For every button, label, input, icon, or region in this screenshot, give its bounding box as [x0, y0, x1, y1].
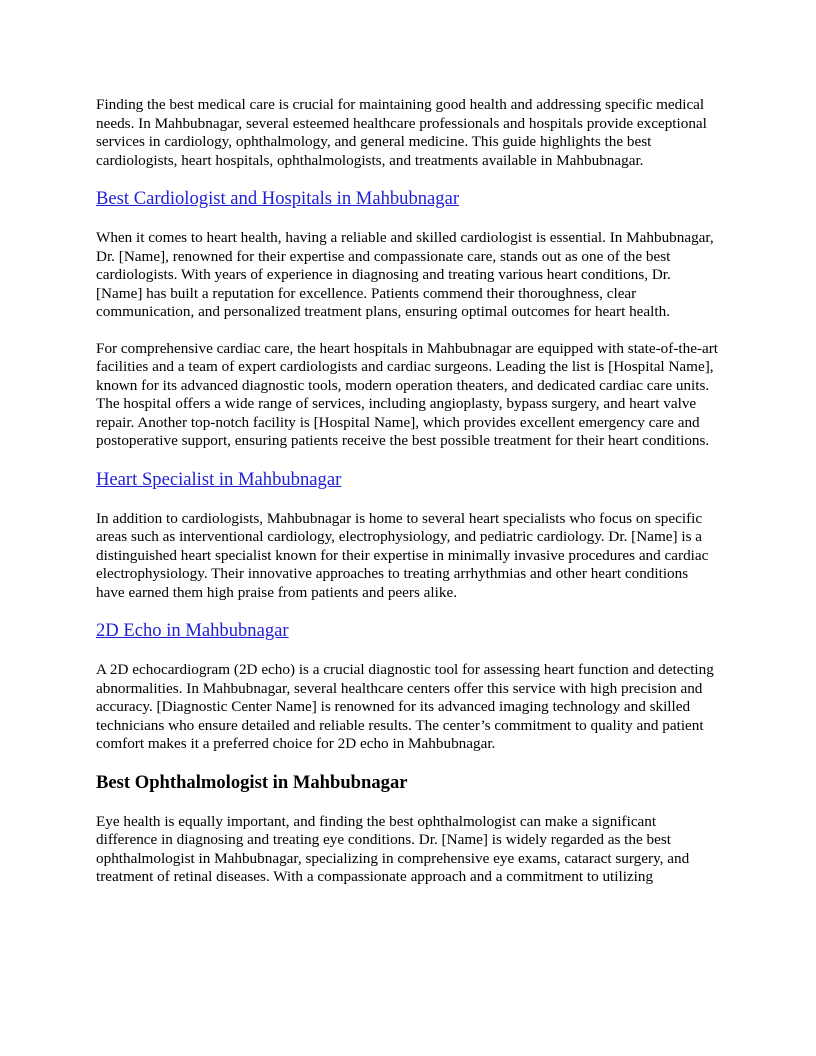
link-2d-echo[interactable]: 2D Echo in Mahbubnagar [96, 620, 289, 641]
document-page [96, 96, 720, 887]
link-heart-specialist[interactable]: Heart Specialist in Mahbubnagar [96, 468, 342, 490]
paragraph-heart-specialist: In addition to cardiologists, Mahbubnagar is home to several heart specialists who focus on specific areas such as interventional cardiology, electrophysiology, and pediatric cardiology. Dr. [Name] is a distinguished heart specialist known for their expertise in minimally invasive procedures and cardiac electrophysiology. Their innovative approaches to treating arrhythmias and other heart conditions have earned them high praise from patients and peers alike. [96, 509, 709, 601]
paragraph-cardiologist: When it comes to heart health, having a reliable and skilled cardiologist is essential. In Mahbubnagar, Dr. [Name], renowned for their expertise and compassionate care, stands out as one of the best cardiologists. With years of experience in diagnosing and treating various heart conditions, Dr. [Name] has built a reputation for excellence. Patients commend their thoroughness, clear communication, and personalized treatment plans, ensuring optimal outcomes for heart health. [96, 229, 714, 320]
link-best-cardiologist[interactable]: Best Cardiologist and Hospitals in Mahbubnagar [96, 188, 460, 209]
paragraph-heart-hospitals: For comprehensive cardiac care, the heart hospitals in Mahbubnagar are equipped with state-of-the-art facilities and a team of expert cardiologists and cardiac surgeons. Leading the list is [Hospital Name], known for its advanced diagnostic tools, modern operation theaters, and dedicated cardiac care units. The hospital offers a wide range of services, including angioplasty, bypass surgery, and heart valve repair. Another top-notch facility is [Hospital Name], which provides excellent emergency care and postoperative support, ensuring patients receive the best possible treatment for their heart conditions. [96, 339, 719, 449]
heading-2d-echo [96, 620, 720, 642]
heading-heart-specialist [96, 469, 720, 491]
heading-best-ophthalmologist: Best Ophthalmologist in Mahbubnagar [96, 771, 408, 793]
paragraph-ophthalmologist: Eye health is equally important, and finding the best ophthalmologist can make a significant difference in diagnosing and treating eye conditions. Dr. [Name] is widely regarded as the best ophthalmologist in Mahbubnagar, specializing in comprehensive eye exams, cataract surgery, and treatment of retinal diseases. With a compassionate approach and a commitment to utilizing [96, 812, 690, 885]
heading-best-cardiologist [96, 188, 720, 210]
intro-paragraph: Finding the best medical care is crucial for maintaining good health and addressing specific medical needs. In Mahbubnagar, several esteemed healthcare professionals and hospitals provide exceptional services in cardiology, ophthalmology, and general medicine. This guide highlights the best cardiologists, heart hospitals, ophthalmologists, and treatments available in Mahbubnagar. [96, 96, 707, 169]
paragraph-2d-echo: A 2D echocardiogram (2D echo) is a crucial diagnostic tool for assessing heart function and detecting abnormalities. In Mahbubnagar, several healthcare centers offer this service with high precision and accuracy. [Diagnostic Center Name] is renowned for its advanced imaging technology and skilled technicians who ensure detailed and reliable results. The center’s commitment to quality and patient comfort makes it a preferred choice for 2D echo in Mahbubnagar. [96, 661, 714, 752]
